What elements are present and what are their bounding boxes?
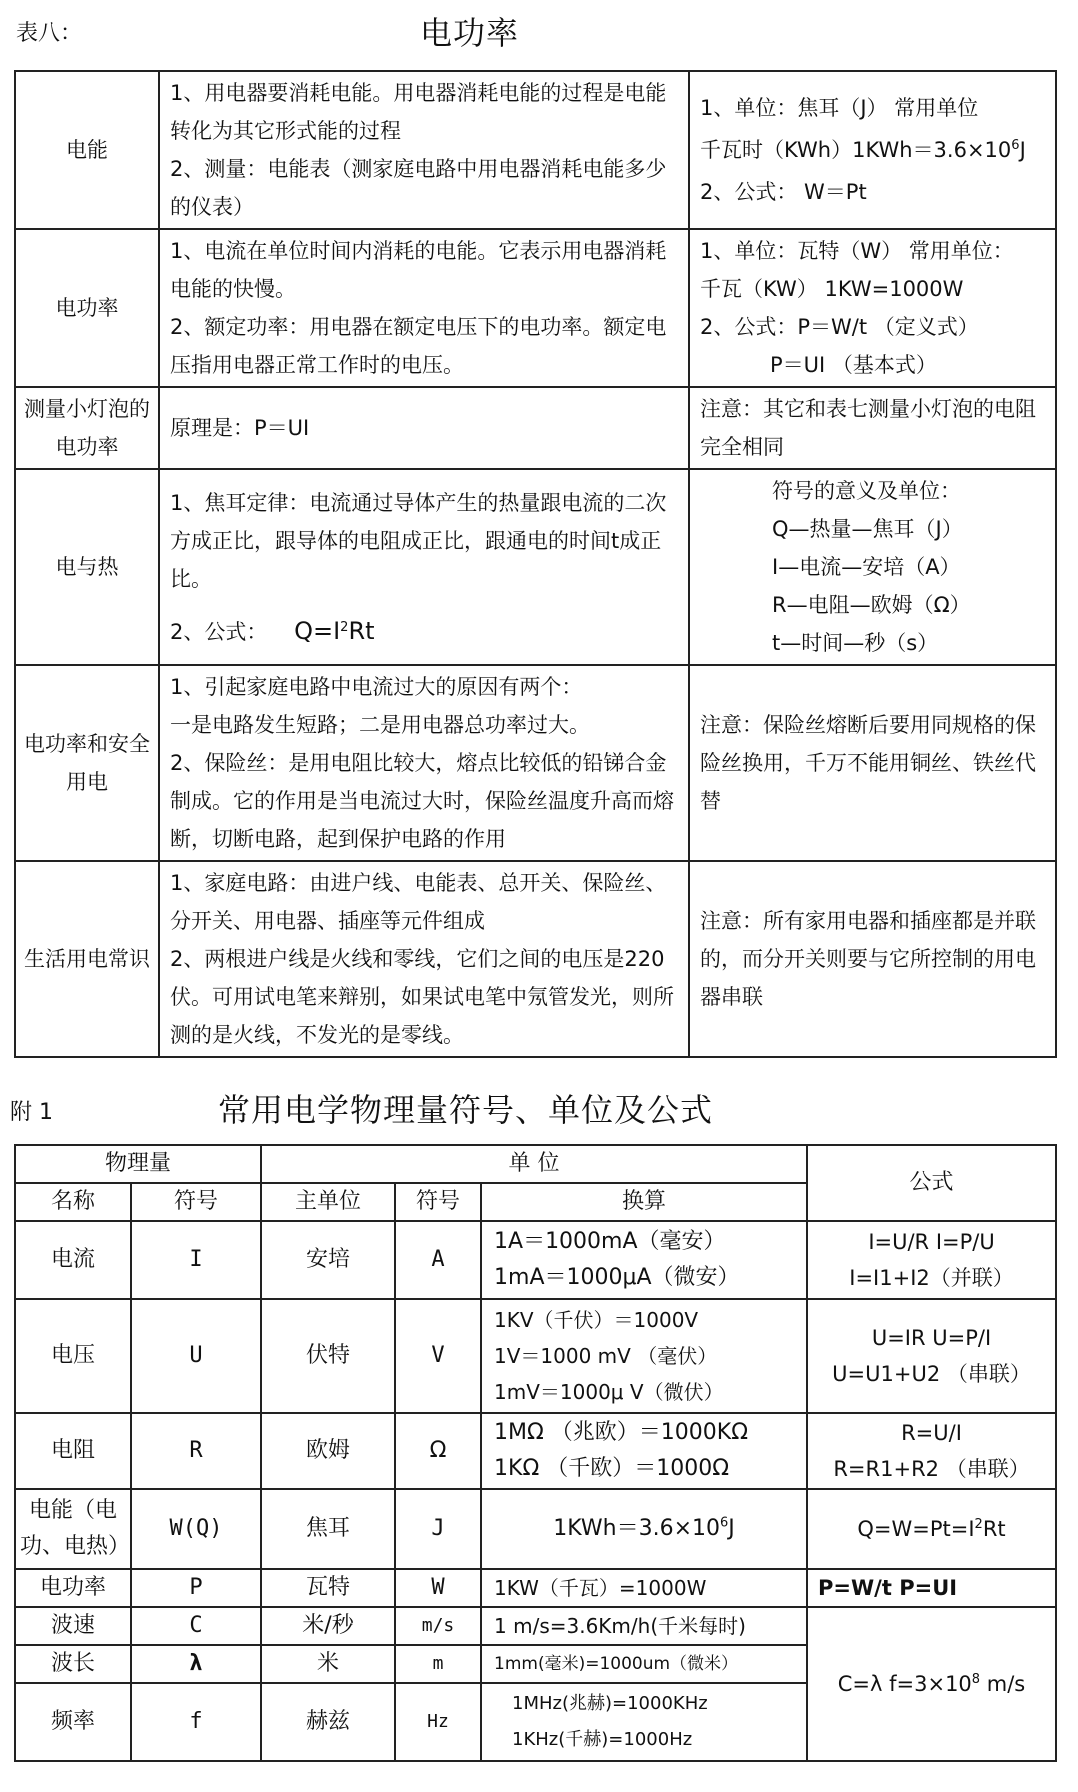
cell-unit-symbol: W [395, 1569, 481, 1607]
note-line: 符号的意义及单位： [772, 479, 961, 503]
note-line: 注意：其它和表七测量小灯泡的电阻完全相同 [700, 397, 1036, 459]
note-line: 1、单位：瓦特（W） 常用单位： [700, 239, 1014, 263]
note-line: P＝UI （基本式） [770, 353, 937, 377]
cell-name: 电压 [15, 1299, 131, 1413]
row-notes [689, 387, 1056, 469]
cell-formula: C=λ $f=3\times 10^8$ m/s [807, 1607, 1056, 1761]
cell-formula: R=U/I R=R1+R2 （串联） [807, 1413, 1056, 1489]
cell-unit-symbol: m [395, 1645, 481, 1683]
cell-symbol: I [131, 1221, 261, 1299]
row-name: 电功率和安全用电 [15, 665, 159, 861]
table-row [15, 1607, 1056, 1645]
description-line: 2、测量：电能表（测家庭电路中用电器消耗电能多少的仪表） [170, 157, 667, 219]
table-row [15, 469, 1056, 665]
cell-conversion: 1KW（千瓦）=1000W [481, 1569, 807, 1607]
table-row [15, 71, 1056, 229]
cell-symbol: λ [131, 1645, 261, 1683]
cell-symbol: P [131, 1569, 261, 1607]
row-name: 电功率 [15, 229, 159, 387]
note-line: I—电流—安培（A） [772, 555, 961, 579]
note-line: 注意：所有家用电器和插座都是并联的，而分开关则要与它所控制的用电器串联 [700, 909, 1036, 1009]
row-name: 测量小灯泡的电功率 [15, 387, 159, 469]
cell-name: 波长 [15, 1645, 131, 1683]
appendix-label: 附 1 [10, 1100, 53, 1125]
description-line: 1、焦耳定律：电流通过导体产生的热量跟电流的二次方成正比，跟导体的电阻成正比，跟通电的时间t成正比。 [170, 490, 667, 591]
row-name: 电与热 [15, 469, 159, 665]
cell-conversion: 1KV（千伏）＝1000V 1V＝1000 mV （毫伏） 1mV＝1000μ V（微伏） [481, 1299, 807, 1413]
description-line: 2、保险丝：是用电阻比较大，熔点比较低的铅锑合金制成。它的作用是当电流过大时，保险丝温度升高而熔断，切断电路，起到保护电路的作用 [170, 751, 674, 851]
description-line: 2、额定功率：用电器在额定电压下的电功率。额定电压指用电器正常工作时的电压。 [170, 315, 667, 377]
table-row [15, 1413, 1056, 1489]
cell-unit: 欧姆 [261, 1413, 395, 1489]
header-row [15, 1145, 1056, 1183]
cell-conversion: 1A＝1000mA（毫安） 1mA＝1000μA（微安） [481, 1221, 807, 1299]
row-name: 生活用电常识 [15, 861, 159, 1057]
cell-unit-symbol: Ω [395, 1413, 481, 1489]
note-line: t—时间—秒（s） [772, 631, 939, 655]
cell-unit: 米 [261, 1645, 395, 1683]
cell-formula: $Q=W=Pt=I^2Rt$ [807, 1489, 1056, 1569]
cell-symbol: W(Q) [131, 1489, 261, 1569]
header-main-unit: 主单位 [261, 1183, 395, 1221]
table-row [15, 1489, 1056, 1569]
note-line: 2、公式： W＝Pt [700, 180, 867, 204]
table-row [15, 387, 1056, 469]
row-notes [689, 229, 1056, 387]
cell-unit-symbol: V [395, 1299, 481, 1413]
cell-conversion: $1KWh=3.6\times 10^6J$ [481, 1489, 807, 1569]
cell-unit: 赫兹 [261, 1683, 395, 1761]
cell-conversion: 1 m/s=3.6Km/h(千米每时) [481, 1607, 807, 1645]
row-notes [689, 469, 1056, 665]
cell-name: 电阻 [15, 1413, 131, 1489]
cell-unit-symbol: m/s [395, 1607, 481, 1645]
cell-formula: I=U/R I=P/U I=I1+I2（并联） [807, 1221, 1056, 1299]
cell-symbol: R [131, 1413, 261, 1489]
note-line: R—电阻—欧姆（Ω） [772, 593, 971, 617]
cell-symbol: U [131, 1299, 261, 1413]
header-unit: 单 位 [261, 1145, 807, 1183]
cell-unit: 伏特 [261, 1299, 395, 1413]
cell-unit-symbol: A [395, 1221, 481, 1299]
cell-conversion: 1mm(毫米)=1000um（微米） [481, 1645, 807, 1683]
cell-name: 频率 [15, 1683, 131, 1761]
note-line: 2、公式：P＝W/t （定义式） [700, 315, 979, 339]
row-notes [689, 861, 1056, 1057]
cell-name: 波速 [15, 1607, 131, 1645]
row-description [159, 71, 689, 229]
description-line: 1、家庭电路：由进户线、电能表、总开关、保险丝、分开关、用电器、插座等元件组成 [170, 871, 667, 933]
cell-unit: 米/秒 [261, 1607, 395, 1645]
quantities-table [14, 1144, 1057, 1762]
cell-unit: 瓦特 [261, 1569, 395, 1607]
cell-name: 电能（电功、电热） [15, 1489, 131, 1569]
cell-conversion: 1MΩ （兆欧）＝1000KΩ 1KΩ （千欧）＝1000Ω [481, 1413, 807, 1489]
header-name: 名称 [15, 1183, 131, 1221]
cell-unit: 焦耳 [261, 1489, 395, 1569]
power-table [14, 70, 1057, 1058]
appendix-title: 常用电学物理量符号、单位及公式 [218, 1091, 714, 1129]
description-line: 1、引起家庭电路中电流过大的原因有两个： [170, 675, 583, 699]
table-row [15, 861, 1056, 1057]
note-line: Q—热量—焦耳（J） [772, 517, 963, 541]
header-formula: 公式 [807, 1145, 1056, 1221]
row-notes [689, 665, 1056, 861]
row-description [159, 387, 689, 469]
cell-unit: 安培 [261, 1221, 395, 1299]
cell-symbol: C [131, 1607, 261, 1645]
note-line: 千瓦时$(KWh)1KWh=3.6\times 10^6J$ [700, 138, 1026, 162]
header-quantity: 物理量 [15, 1145, 261, 1183]
description-line: 一是电路发生短路；二是用电器总功率过大。 [170, 713, 590, 737]
table-row [15, 1299, 1056, 1413]
description-line: 2、两根进户线是火线和零线，它们之间的电压是220伏。可用试电笔来辩别，如果试电笔中氖管发光，则所测的是火线，不发光的是零线。 [170, 947, 674, 1047]
note-line: 1、单位：焦耳（J） 常用单位 [700, 96, 979, 120]
header-conversion: 换算 [481, 1183, 807, 1221]
description-line: 原理是：P＝UI [170, 416, 310, 440]
cell-name: 电功率 [15, 1569, 131, 1607]
header-symbol: 符号 [131, 1183, 261, 1221]
cell-unit-symbol: Hz [395, 1683, 481, 1761]
table-row [15, 1221, 1056, 1299]
page-title: 电功率 [420, 14, 520, 52]
table-row [15, 1569, 1056, 1607]
row-description [159, 229, 689, 387]
description-line: 1、用电器要消耗电能。用电器消耗电能的过程是电能转化为其它形式能的过程 [170, 81, 667, 143]
cell-formula: U=IR U=P/I U=U1+U2 （串联） [807, 1299, 1056, 1413]
note-line: 千瓦（KW） 1KW=1000W [700, 277, 964, 301]
header-unit-symbol: 符号 [395, 1183, 481, 1221]
description-line: 1、电流在单位时间内消耗的电能。它表示用电器消耗电能的快慢。 [170, 239, 667, 301]
row-description [159, 665, 689, 861]
cell-unit-symbol: J [395, 1489, 481, 1569]
row-description [159, 469, 689, 665]
cell-symbol: f [131, 1683, 261, 1761]
table-row [15, 229, 1056, 387]
cell-formula: P=W/t P=UI [807, 1569, 1056, 1607]
note-line: 注意：保险丝熔断后要用同规格的保险丝换用，千万不能用铜丝、铁丝代替 [700, 713, 1036, 813]
cell-conversion: 1MHz(兆赫)=1000KHz 1KHz(千赫)=1000Hz [481, 1683, 807, 1761]
table-label: 表八： [16, 21, 83, 46]
row-name: 电能 [15, 71, 159, 229]
table-row [15, 665, 1056, 861]
description-line: 2、公式： $Q=I^2Rt$ [170, 616, 375, 645]
row-description [159, 861, 689, 1057]
cell-name: 电流 [15, 1221, 131, 1299]
row-notes [689, 71, 1056, 229]
